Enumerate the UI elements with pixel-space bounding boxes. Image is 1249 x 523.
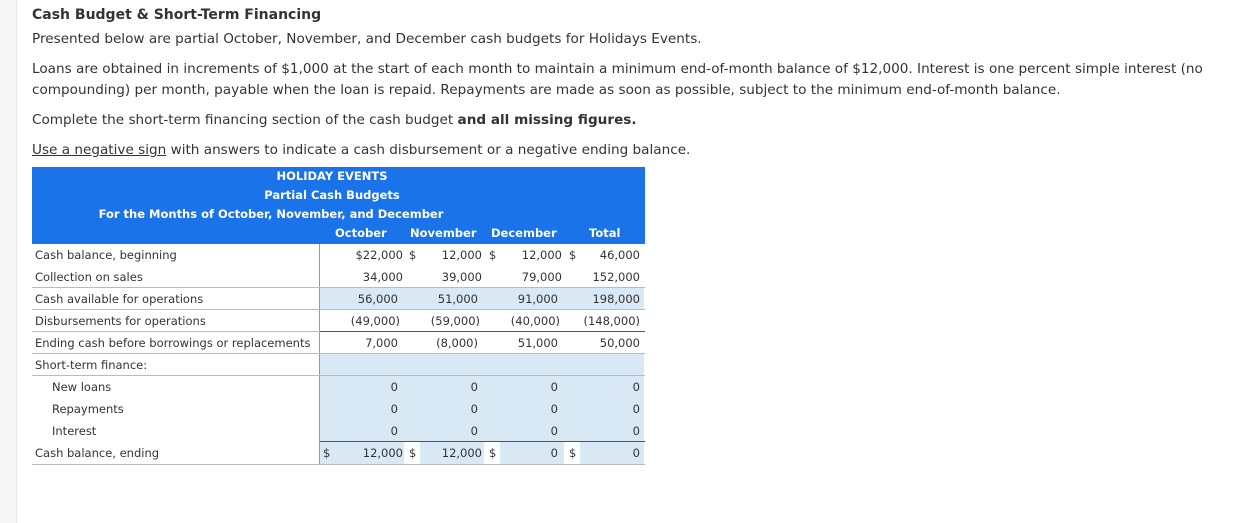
- section-label: Short-term finance:: [35, 358, 148, 372]
- table-row: [32, 442, 645, 464]
- row-divider: [32, 375, 645, 376]
- input-new-loans-nov[interactable]: 0: [400, 376, 484, 398]
- dollar-sign: $: [489, 446, 497, 460]
- dollar-sign: $: [569, 248, 577, 262]
- table-bottom-border: [32, 464, 645, 465]
- dollar-sign: $: [489, 248, 497, 262]
- input-cash-ending-total[interactable]: 0: [580, 442, 644, 464]
- row-label: Disbursements for operations: [35, 314, 206, 328]
- input-cash-available-nov[interactable]: 51,000: [400, 288, 484, 310]
- table-row: [32, 420, 645, 442]
- input-cash-available-dec[interactable]: 91,000: [480, 288, 564, 310]
- table-row: [32, 310, 645, 332]
- column-divider: [319, 244, 320, 464]
- input-new-loans-oct[interactable]: 0: [320, 376, 404, 398]
- dollar-sign: $: [323, 446, 331, 460]
- dollar-sign: $: [569, 446, 577, 460]
- cell-disbursements-oct: (49,000): [350, 314, 400, 328]
- intro-text: Presented below are partial October, November, and December cash budgets for Holidays Events.: [32, 31, 702, 47]
- input-cash-available-total[interactable]: 198,000: [560, 288, 644, 310]
- negative-sign-rest: with answers to indicate a cash disbursement or a negative ending balance.: [166, 142, 691, 158]
- input-repayments-nov[interactable]: 0: [400, 398, 484, 420]
- table-row: [32, 376, 645, 398]
- cell-cash-beginning-oct: $22,000: [355, 248, 403, 262]
- col-header-total: Total: [589, 226, 621, 240]
- instruction-text: [32, 110, 637, 131]
- cell-disbursements-total: (148,000): [583, 314, 640, 328]
- input-repayments-dec[interactable]: 0: [480, 398, 564, 420]
- col-header-december: December: [491, 226, 557, 240]
- input-repayments-oct[interactable]: 0: [320, 398, 404, 420]
- cell-ending-before-dec: 51,000: [517, 336, 558, 350]
- table-row: [32, 266, 645, 288]
- page-title: Cash Budget & Short-Term Financing: [32, 7, 322, 23]
- left-gutter: [0, 0, 17, 523]
- input-new-loans-total[interactable]: 0: [560, 376, 644, 398]
- col-header-november: November: [410, 226, 477, 240]
- row-divider: [32, 309, 645, 310]
- table-row: [32, 354, 645, 376]
- cell-cash-beginning-dec: 12,000: [521, 248, 562, 262]
- table-row: [32, 244, 645, 266]
- negative-sign-note: [32, 140, 690, 161]
- row-label: Cash balance, ending: [35, 446, 160, 460]
- input-repayments-total[interactable]: 0: [560, 398, 644, 420]
- row-label: Ending cash before borrowings or replacements: [35, 336, 311, 350]
- cell-disbursements-nov: (59,000): [430, 314, 480, 328]
- cell-disbursements-dec: (40,000): [510, 314, 560, 328]
- table-row: [32, 288, 645, 310]
- subtotal-rule: [320, 331, 645, 332]
- cell-collection-oct: 34,000: [362, 270, 403, 284]
- cell-ending-before-nov: (8,000): [436, 336, 478, 350]
- row-label: Repayments: [52, 402, 124, 416]
- row-divider: [32, 287, 645, 288]
- dollar-sign: $: [409, 446, 417, 460]
- input-cash-ending-oct[interactable]: 12,000: [320, 442, 404, 464]
- instruction-plain: Complete the short-term financing section of the cash budget: [32, 112, 458, 128]
- company-name: HOLIDAY EVENTS: [276, 169, 388, 183]
- dollar-sign: $: [409, 248, 417, 262]
- cell-cash-beginning-nov: 12,000: [441, 248, 482, 262]
- section-row-fill: [320, 354, 644, 376]
- table-row: [32, 398, 645, 420]
- input-cash-available-oct[interactable]: 56,000: [320, 288, 404, 310]
- statement-title: Partial Cash Budgets: [264, 188, 400, 202]
- cell-collection-dec: 79,000: [521, 270, 562, 284]
- input-cash-ending-dec[interactable]: 0: [500, 442, 564, 464]
- statement-period: For the Months of October, November, and December: [98, 207, 444, 221]
- row-label: Cash balance, beginning: [35, 248, 177, 262]
- cash-budget-table: [32, 167, 645, 460]
- row-divider: [32, 353, 645, 354]
- input-interest-oct[interactable]: 0: [320, 420, 404, 442]
- negative-sign-link[interactable]: Use a negative sign: [32, 142, 167, 158]
- cell-ending-before-total: 50,000: [599, 336, 640, 350]
- input-interest-nov[interactable]: 0: [400, 420, 484, 442]
- table-row: [32, 332, 645, 354]
- input-new-loans-dec[interactable]: 0: [480, 376, 564, 398]
- col-header-october: October: [335, 226, 387, 240]
- input-interest-total[interactable]: 0: [560, 420, 644, 442]
- cell-collection-total: 152,000: [592, 270, 640, 284]
- total-rule: [320, 441, 645, 442]
- row-label: Cash available for operations: [35, 292, 204, 306]
- cell-collection-nov: 39,000: [441, 270, 482, 284]
- table-header: [32, 167, 645, 244]
- cell-cash-beginning-total: 46,000: [599, 248, 640, 262]
- instruction-bold: and all missing figures.: [457, 112, 637, 128]
- loan-terms-text: Loans are obtained in increments of $1,000 at the start of each month to maintain a minimum end-of-month balance of $12,000. Interest is one percent simple interest (no compounding) per month, payable when the loan is repaid. Repayments are made as soon as possible, subject to the minimum end-of-month balance.: [32, 61, 1203, 98]
- cell-ending-before-oct: 7,000: [365, 336, 398, 350]
- row-label: Interest: [52, 424, 97, 438]
- input-cash-ending-nov[interactable]: 12,000: [420, 442, 484, 464]
- row-label: New loans: [52, 380, 112, 394]
- row-label: Collection on sales: [35, 270, 143, 284]
- input-interest-dec[interactable]: 0: [480, 420, 564, 442]
